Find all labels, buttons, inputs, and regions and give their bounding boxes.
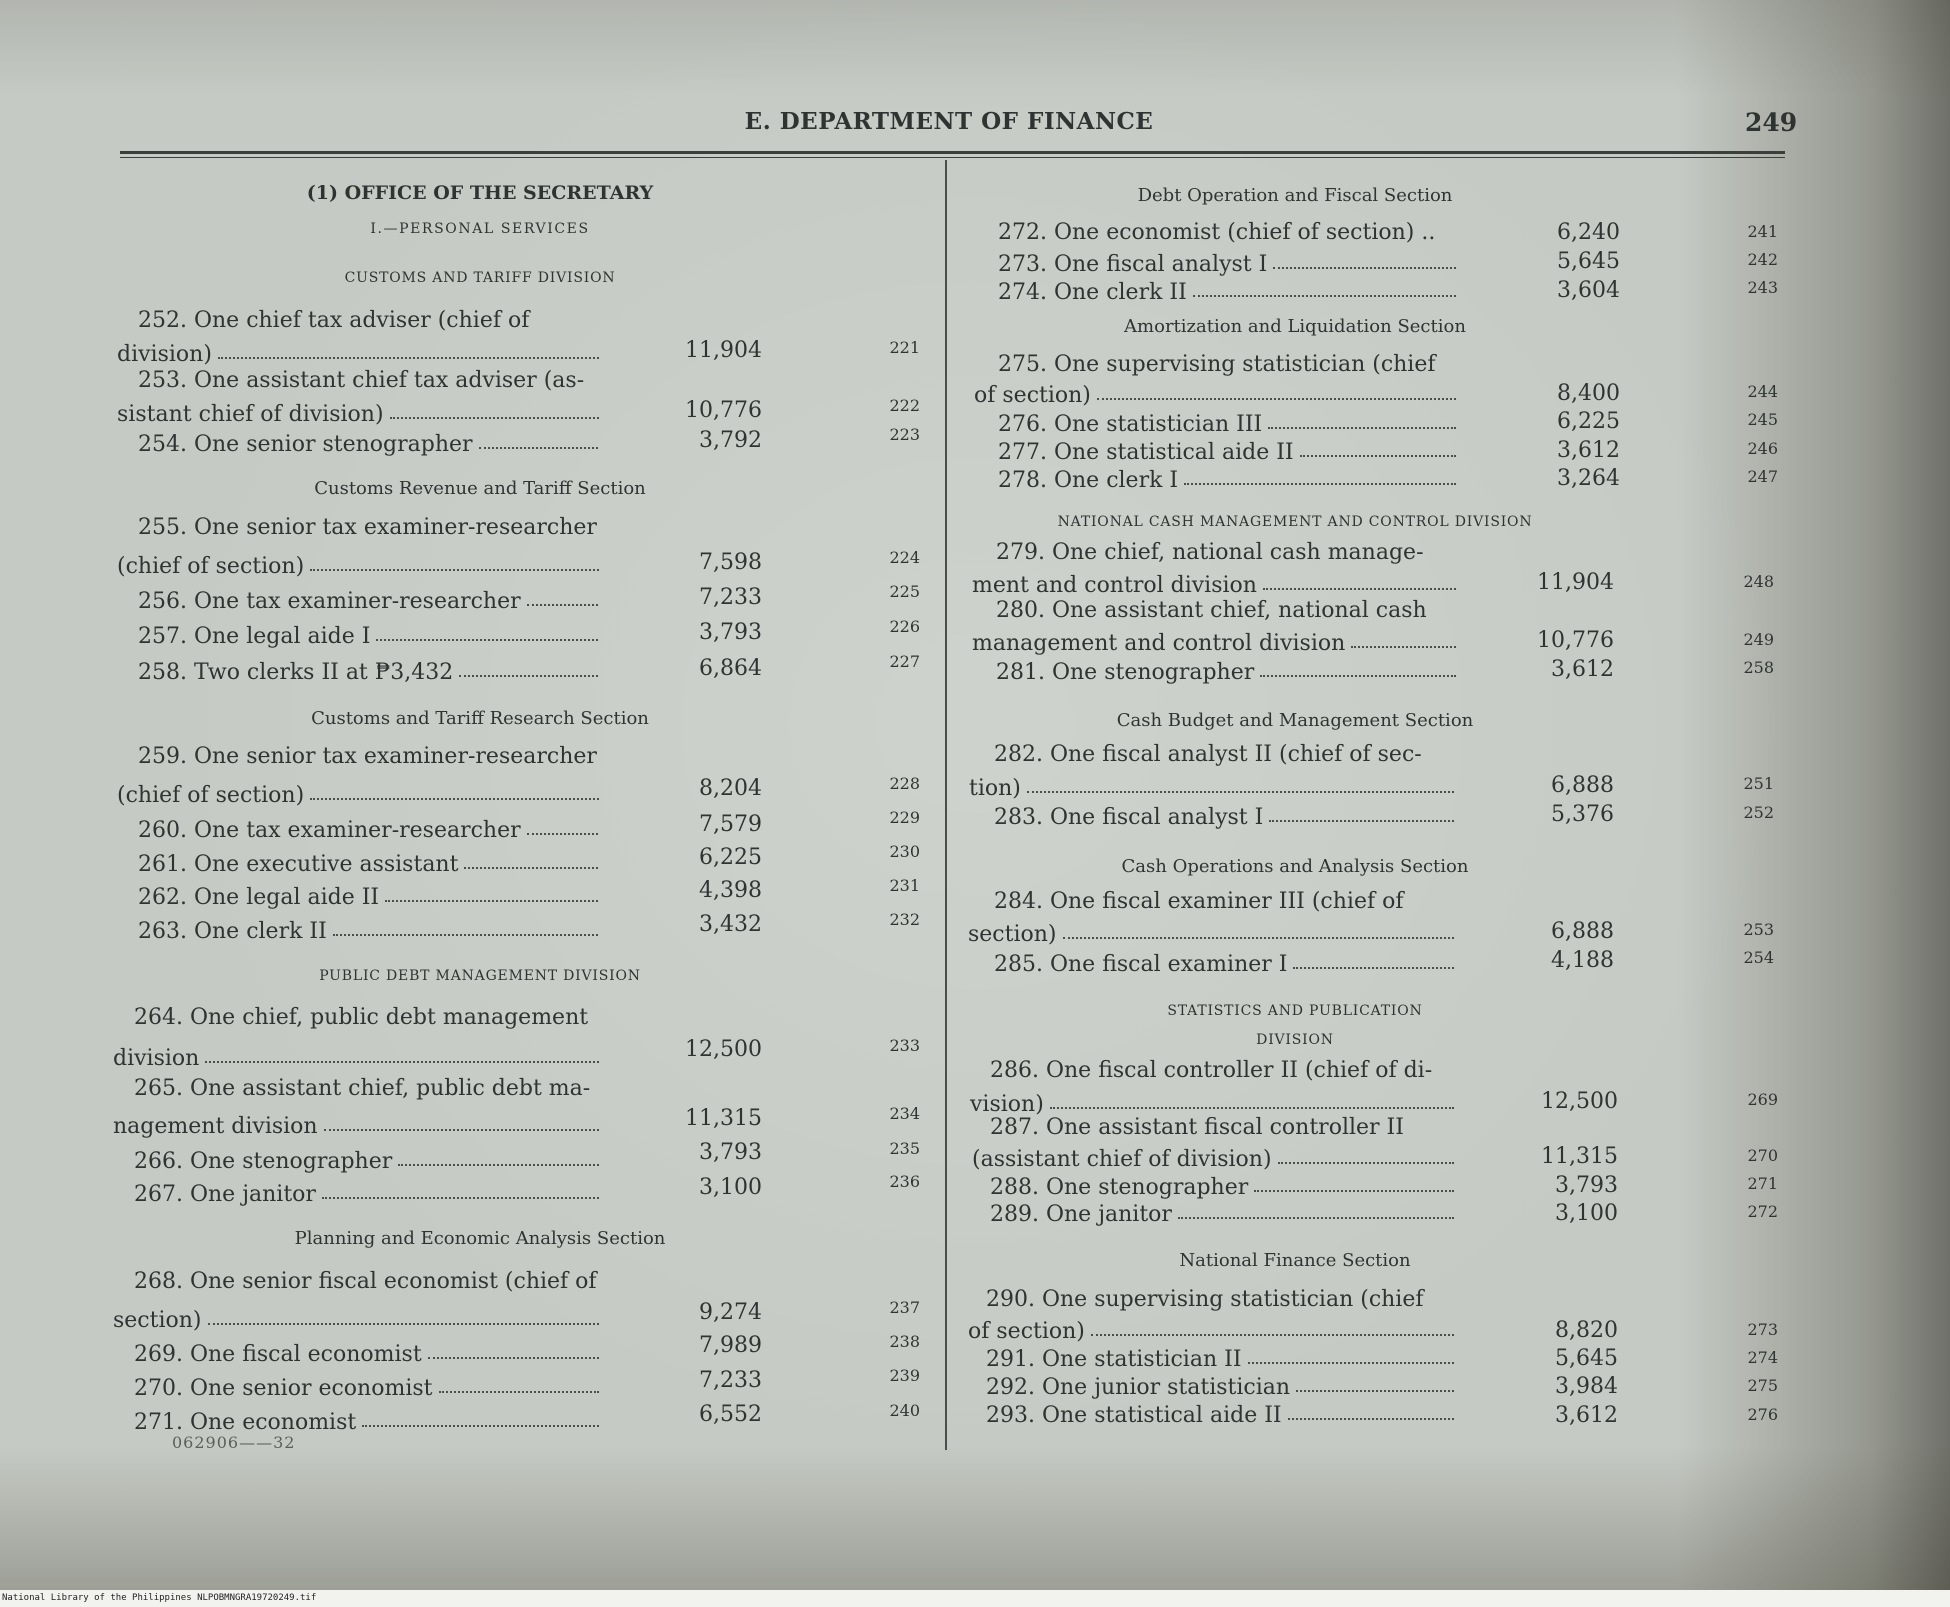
item-text-line: nagement division: [113, 1110, 599, 1139]
item-text-line: (chief of section): [117, 779, 599, 808]
item-text-line: 259. One senior tax examiner-researcher: [138, 744, 597, 769]
printer-code: 062906——32: [172, 1433, 296, 1452]
item-text-line: 254. One senior stenographer: [138, 428, 598, 457]
section-heading: Debt Operation and Fiscal Section: [1137, 185, 1453, 206]
item-code: 253: [1743, 920, 1774, 939]
item-text-line: management and control division: [972, 627, 1456, 656]
item-code: 244: [1747, 382, 1778, 401]
salary-amount: 3,612: [1555, 1403, 1618, 1428]
item-code: 227: [889, 652, 920, 671]
item-text-line: 287. One assistant fiscal controller II: [990, 1115, 1404, 1140]
item-text-line: 273. One fiscal analyst I: [998, 248, 1456, 277]
item-code: 248: [1743, 572, 1774, 591]
salary-amount: 11,904: [685, 338, 762, 363]
item-text-line: 279. One chief, national cash manage-: [996, 540, 1424, 565]
item-code: 234: [889, 1104, 920, 1123]
item-text-line: 263. One clerk II: [138, 915, 598, 944]
item-text-line: tion): [969, 772, 1454, 801]
item-code: 240: [889, 1401, 920, 1420]
office-title: (1) OFFICE OF THE SECRETARY: [306, 182, 654, 204]
item-text-line: 258. Two clerks II at ₱3,432: [138, 656, 598, 685]
salary-amount: 6,888: [1551, 773, 1614, 798]
item-text-line: 255. One senior tax examiner-researcher: [138, 515, 597, 540]
header-rule: [120, 151, 1785, 154]
item-code: 249: [1743, 630, 1774, 649]
item-text-line: 288. One stenographer: [990, 1171, 1454, 1200]
salary-amount: 3,612: [1557, 438, 1620, 463]
item-code: 238: [889, 1332, 920, 1351]
salary-amount: 3,432: [699, 912, 762, 937]
item-code: 237: [889, 1298, 920, 1317]
salary-amount: 10,776: [1537, 628, 1614, 653]
item-code: 274: [1747, 1348, 1778, 1367]
item-text-line: of section): [974, 379, 1456, 408]
salary-amount: 7,233: [699, 585, 762, 610]
item-text-line: sistant chief of division): [117, 398, 599, 427]
item-code: 223: [889, 425, 920, 444]
item-text-line: 268. One senior fiscal economist (chief of: [134, 1269, 597, 1294]
division-heading: PUBLIC DEBT MANAGEMENT DIVISION: [319, 968, 641, 984]
scan-footer-caption: National Library of the Philippines NLPOBMNGRA19720249.tif: [2, 1593, 317, 1603]
salary-amount: 3,264: [1557, 466, 1620, 491]
item-text-line: 272. One economist (chief of section) ..: [998, 220, 1436, 245]
item-text-line: 292. One junior statistician: [986, 1371, 1454, 1400]
item-code: 230: [889, 842, 920, 861]
item-code: 222: [889, 396, 920, 415]
salary-amount: 7,989: [699, 1333, 762, 1358]
salary-amount: 9,274: [699, 1300, 762, 1325]
salary-amount: 3,792: [699, 428, 762, 453]
item-text-line: 286. One fiscal controller II (chief of di-: [990, 1058, 1433, 1083]
salary-amount: 7,598: [699, 550, 762, 575]
page-number: 249: [1745, 108, 1798, 137]
item-code: 225: [889, 582, 920, 601]
item-text-line: division): [117, 338, 599, 367]
item-text-line: 253. One assistant chief tax adviser (as-: [138, 368, 585, 393]
item-code: 254: [1743, 948, 1774, 967]
salary-amount: 3,100: [1555, 1201, 1618, 1226]
item-code: 235: [889, 1139, 920, 1158]
item-code: 232: [889, 910, 920, 929]
salary-amount: 5,645: [1555, 1346, 1618, 1371]
salary-amount: 12,500: [685, 1037, 762, 1062]
salary-amount: 10,776: [685, 398, 762, 423]
item-text-line: 275. One supervising statistician (chief: [998, 352, 1436, 377]
item-text-line: of section): [968, 1315, 1454, 1344]
item-text-line: 260. One tax examiner-researcher: [138, 814, 598, 843]
salary-amount: 5,376: [1551, 802, 1614, 827]
salary-amount: 6,240: [1557, 220, 1620, 245]
item-code: 239: [889, 1366, 920, 1385]
salary-amount: 4,188: [1551, 948, 1614, 973]
item-text-line: 289. One janitor: [990, 1198, 1454, 1227]
item-text-line: 291. One statistician II: [986, 1343, 1454, 1372]
item-text-line: (chief of section): [117, 550, 599, 579]
salary-amount: 3,612: [1551, 657, 1614, 682]
item-code: 228: [889, 774, 920, 793]
item-code: 272: [1747, 1202, 1778, 1221]
item-text-line: 256. One tax examiner-researcher: [138, 585, 598, 614]
item-text-line: 257. One legal aide I: [138, 620, 598, 649]
item-code: 276: [1747, 1405, 1778, 1424]
section-heading: Cash Operations and Analysis Section: [1121, 856, 1469, 877]
item-text-line: 290. One supervising statistician (chief: [986, 1287, 1424, 1312]
salary-amount: 6,225: [699, 845, 762, 870]
item-text-line: section): [113, 1304, 599, 1333]
salary-amount: 5,645: [1557, 249, 1620, 274]
salary-amount: 8,400: [1557, 381, 1620, 406]
section-heading: Planning and Economic Analysis Section: [294, 1228, 666, 1249]
item-text-line: section): [968, 918, 1454, 947]
item-text-line: 262. One legal aide II: [138, 881, 598, 910]
item-code: 246: [1747, 439, 1778, 458]
item-code: 258: [1743, 658, 1774, 677]
salary-amount: 6,888: [1551, 919, 1614, 944]
item-text-line: 261. One executive assistant: [138, 848, 598, 877]
salary-amount: 3,793: [1555, 1173, 1618, 1198]
division-heading: NATIONAL CASH MANAGEMENT AND CONTROL DIVISION: [1057, 514, 1533, 530]
item-text-line: 276. One statistician III: [998, 408, 1456, 437]
item-code: 252: [1743, 803, 1774, 822]
division-heading: DIVISION: [1256, 1032, 1334, 1048]
item-text-line: 285. One fiscal examiner I: [994, 948, 1454, 977]
item-text-line: 274. One clerk II: [998, 276, 1456, 305]
services-title: I.—PERSONAL SERVICES: [370, 221, 590, 237]
salary-amount: 11,904: [1537, 570, 1614, 595]
salary-amount: 6,552: [699, 1402, 762, 1427]
salary-amount: 11,315: [685, 1106, 762, 1131]
item-code: 226: [889, 617, 920, 636]
item-text-line: 284. One fiscal examiner III (chief of: [994, 889, 1404, 914]
section-heading: National Finance Section: [1179, 1250, 1411, 1271]
item-code: 233: [889, 1036, 920, 1055]
item-code: 229: [889, 808, 920, 827]
section-heading: Customs Revenue and Tariff Section: [314, 478, 646, 499]
item-text-line: (assistant chief of division): [972, 1143, 1454, 1172]
item-code: 273: [1747, 1320, 1778, 1339]
item-text-line: division: [113, 1042, 599, 1071]
item-code: 241: [1747, 222, 1778, 241]
item-text-line: 278. One clerk I: [998, 464, 1456, 493]
item-text-line: 270. One senior economist: [134, 1372, 599, 1401]
salary-amount: 6,864: [699, 656, 762, 681]
item-text-line: 293. One statistical aide II: [986, 1399, 1454, 1428]
item-code: 269: [1747, 1090, 1778, 1109]
item-code: 231: [889, 876, 920, 895]
item-code: 251: [1743, 774, 1774, 793]
salary-amount: 3,604: [1557, 278, 1620, 303]
item-text-line: 265. One assistant chief, public debt ma-: [134, 1076, 591, 1101]
item-text-line: ment and control division: [972, 569, 1456, 598]
section-heading: Cash Budget and Management Section: [1116, 710, 1474, 731]
item-text-line: 271. One economist: [134, 1406, 599, 1435]
salary-amount: 11,315: [1541, 1144, 1618, 1169]
item-code: 270: [1747, 1146, 1778, 1165]
item-text-line: 266. One stenographer: [134, 1145, 599, 1174]
division-heading: CUSTOMS AND TARIFF DIVISION: [344, 270, 616, 286]
item-text-line: 252. One chief tax adviser (chief of: [138, 308, 530, 333]
item-text-line: 277. One statistical aide II: [998, 436, 1456, 465]
salary-amount: 4,398: [699, 878, 762, 903]
item-code: 242: [1747, 250, 1778, 269]
header-rule-thin: [120, 157, 1785, 158]
salary-amount: 7,579: [699, 812, 762, 837]
item-text-line: 282. One fiscal analyst II (chief of sec-: [994, 742, 1422, 767]
salary-amount: 6,225: [1557, 409, 1620, 434]
salary-amount: 3,793: [699, 1140, 762, 1165]
salary-amount: 3,100: [699, 1175, 762, 1200]
item-code: 245: [1747, 410, 1778, 429]
item-text-line: 280. One assistant chief, national cash: [996, 598, 1427, 623]
item-text-line: vision): [970, 1088, 1454, 1117]
page-header-title: E. DEPARTMENT OF FINANCE: [744, 108, 1154, 135]
item-code: 221: [889, 338, 920, 357]
item-text-line: 281. One stenographer: [996, 656, 1456, 685]
column-divider: [945, 160, 947, 1450]
salary-amount: 8,204: [699, 776, 762, 801]
salary-amount: 7,233: [699, 1368, 762, 1393]
item-text-line: 267. One janitor: [134, 1178, 599, 1207]
item-code: 243: [1747, 278, 1778, 297]
section-heading: Amortization and Liquidation Section: [1124, 316, 1466, 337]
salary-amount: 3,984: [1555, 1374, 1618, 1399]
division-heading: STATISTICS AND PUBLICATION: [1167, 1003, 1423, 1019]
item-code: 271: [1747, 1174, 1778, 1193]
item-text-line: 264. One chief, public debt management: [134, 1005, 589, 1030]
item-code: 224: [889, 548, 920, 567]
item-text-line: 269. One fiscal economist: [134, 1338, 599, 1367]
salary-amount: 3,793: [699, 620, 762, 645]
item-code: 236: [889, 1172, 920, 1191]
item-text-line: 283. One fiscal analyst I: [994, 801, 1454, 830]
item-code: 247: [1747, 467, 1778, 486]
item-code: 275: [1747, 1376, 1778, 1395]
salary-amount: 12,500: [1541, 1089, 1618, 1114]
salary-amount: 8,820: [1555, 1318, 1618, 1343]
section-heading: Customs and Tariff Research Section: [311, 708, 649, 729]
